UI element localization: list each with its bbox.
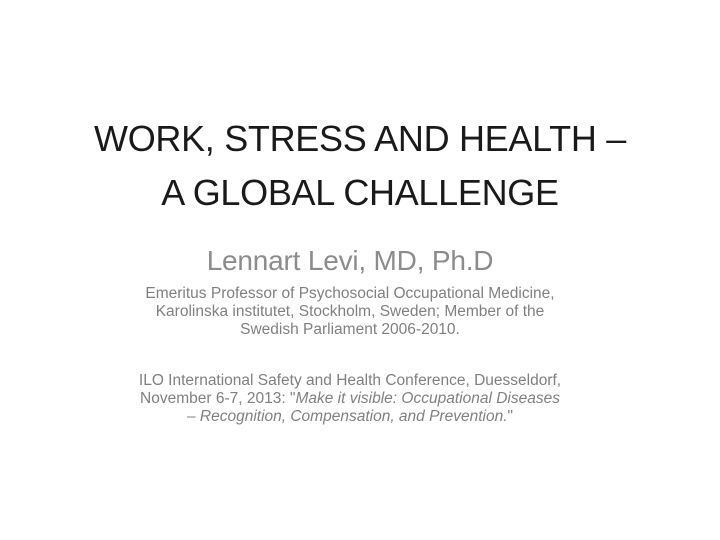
affiliation-line-2: Karolinska institutet, Stockholm, Sweden; Member of the xyxy=(155,303,545,320)
author-name: Lennart Levi, MD, Ph.D xyxy=(206,245,494,276)
title-line-2: A GLOBAL CHALLENGE xyxy=(161,172,559,213)
affiliation-line-1: Emeritus Professor of Psychosocial Occupational Medicine, xyxy=(145,285,555,302)
conference-info xyxy=(85,372,615,426)
conference-theme-part-1: Make it visible: Occupational Diseases xyxy=(295,390,560,407)
conference-theme-part-2: – Recognition, Compensation, and Prevention. xyxy=(186,408,508,425)
conference-closing-quote: " xyxy=(507,408,514,425)
conference-line-1: ILO International Safety and Health Conference, Duesseldorf, xyxy=(138,372,562,389)
slide-title xyxy=(40,112,680,220)
conference-line-2 xyxy=(85,390,615,408)
author-affiliation xyxy=(90,285,610,339)
title-line-1: WORK, STRESS AND HEALTH – xyxy=(94,118,626,159)
affiliation-line-3: Swedish Parliament 2006-2010. xyxy=(240,321,460,338)
conference-line-3 xyxy=(85,408,615,426)
conference-date: November 6-7, 2013: " xyxy=(140,390,296,407)
